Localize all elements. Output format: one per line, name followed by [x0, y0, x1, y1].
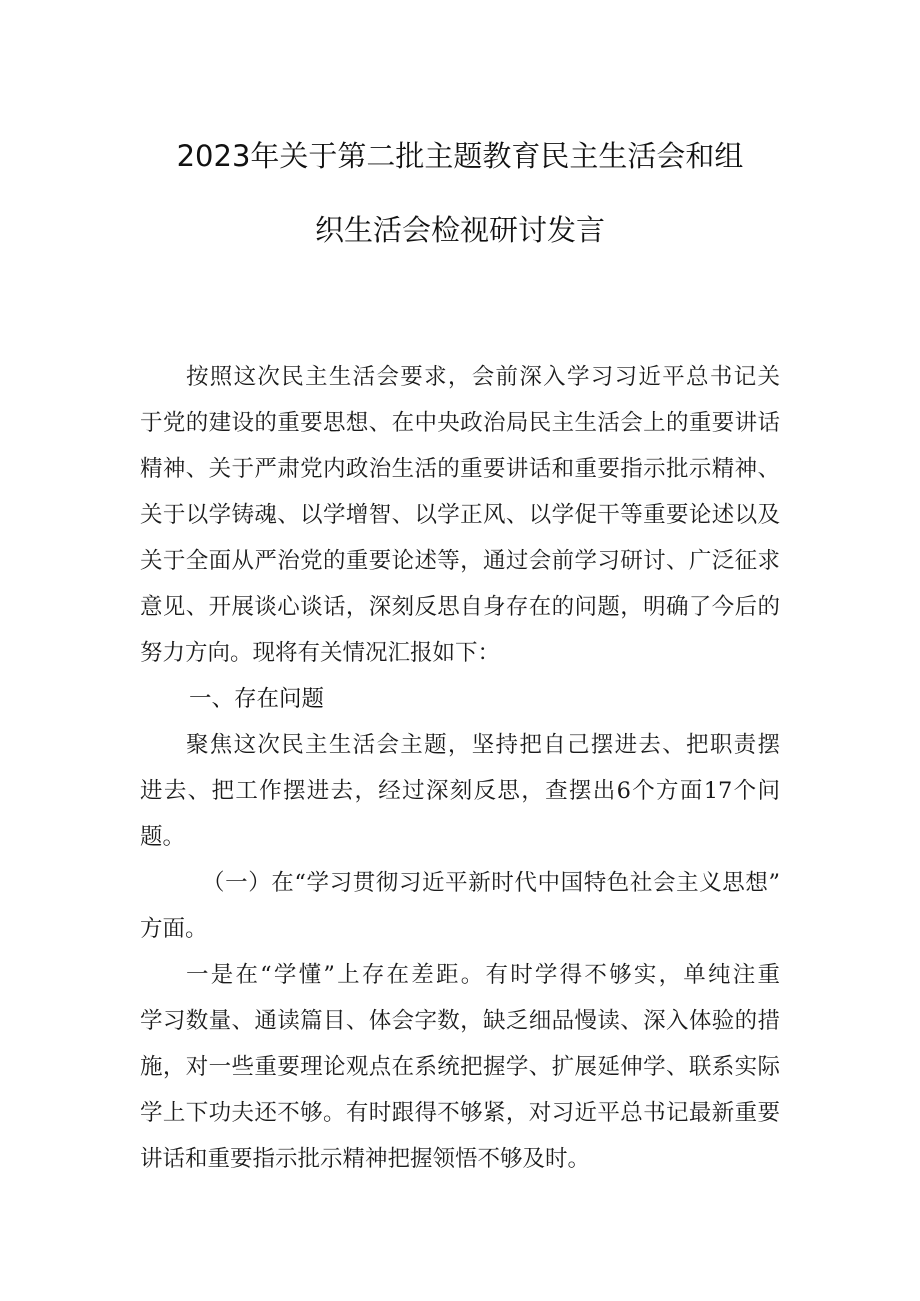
- paragraph-line: 精神、关于严肃党内政治生活的重要讲话和重要指示批示精神、: [140, 456, 780, 482]
- paragraph-line: 题。: [140, 824, 186, 850]
- section-heading: 一、存在问题: [189, 686, 325, 712]
- paragraph-line: 进去、把工作摆进去，经过深刻反思，查摆出6个方面17个问: [140, 778, 780, 804]
- paragraph-line: 意见、开展谈心谈话，深刻反思自身存在的问题，明确了今后的: [140, 594, 780, 620]
- paragraph-line: 施，对一些重要理论观点在系统把握学、扩展延伸学、联系实际: [140, 1054, 780, 1080]
- paragraph-line: 讲话和重要指示批示精神把握领悟不够及时。: [140, 1146, 591, 1172]
- paragraph-line: 努力方向。现将有关情况汇报如下：: [140, 640, 501, 666]
- document-title-line-1: 2023年关于第二批主题教育民主生活会和组: [176, 139, 744, 173]
- document-title-line-2: 织生活会检视研讨发言: [314, 213, 605, 247]
- paragraph-line: 聚焦这次民主生活会主题，坚持把自己摆进去、把职责摆: [186, 732, 780, 758]
- first-issue-paragraph: [140, 952, 780, 1182]
- paragraph-line: 按照这次民主生活会要求，会前深入学习习近平总书记关: [186, 364, 780, 390]
- paragraph-line: （一）在“学习贯彻习近平新时代中国特色社会主义思想”: [202, 870, 780, 896]
- paragraph-line: 学习数量、通读篇目、体会字数，缺乏细品慢读、深入体验的措: [140, 1008, 780, 1034]
- paragraph-line: 于党的建设的重要思想、在中央政治局民主生活会上的重要讲话: [140, 410, 780, 436]
- paragraph-line: 学上下功夫还不够。有时跟得不够紧，对习近平总书记最新重要: [140, 1100, 780, 1126]
- focus-paragraph: [140, 722, 780, 860]
- paragraph-line: 关于以学铸魂、以学增智、以学正风、以学促干等重要论述以及: [140, 502, 780, 528]
- paragraph-line: 关于全面从严治党的重要论述等，通过会前学习研讨、广泛征求: [140, 548, 780, 574]
- subsection-heading: [140, 860, 780, 952]
- paragraph-line: 方面。: [140, 916, 208, 942]
- intro-paragraph: [140, 354, 780, 676]
- paragraph-line: 一是在“学懂”上存在差距。有时学得不够实，单纯注重: [186, 962, 780, 988]
